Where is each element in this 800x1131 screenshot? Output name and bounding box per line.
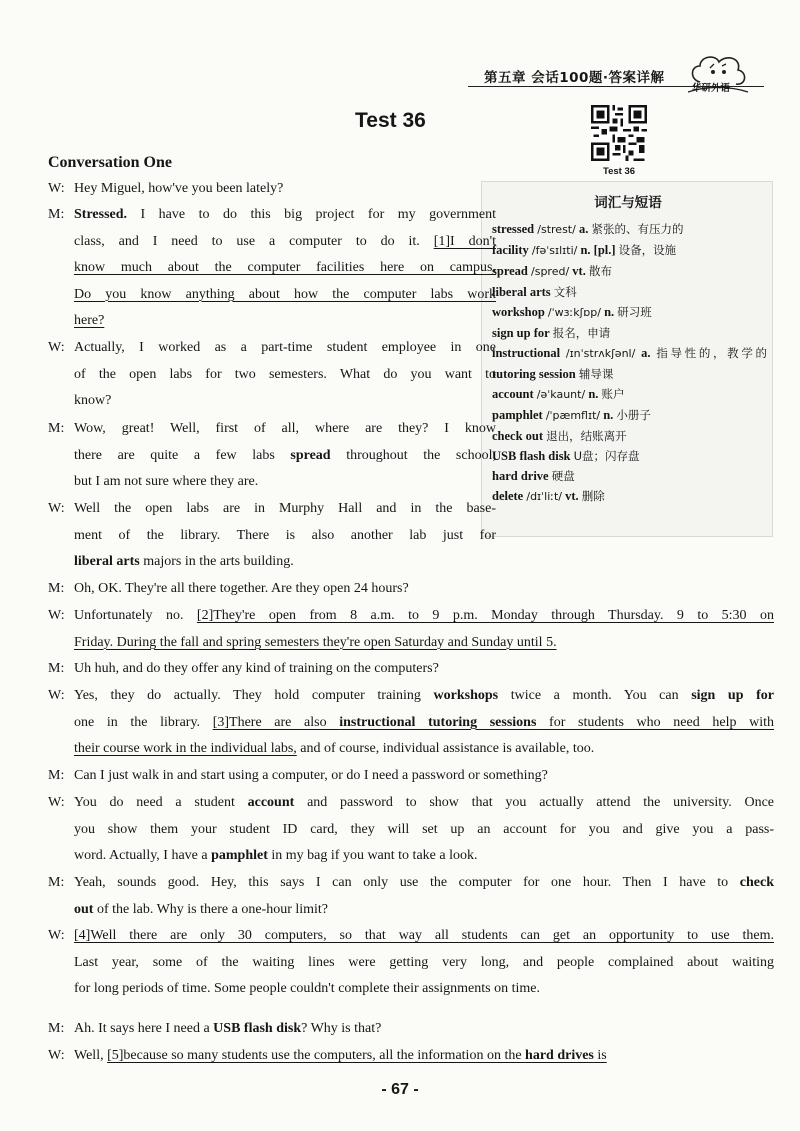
vocab-part-of-speech: vt. — [565, 489, 579, 503]
page-number: - 67 - — [381, 1081, 419, 1098]
dialogue-text: Can I just walk in and start using a computer, or do I need a password or something? — [74, 768, 548, 783]
dialogue-text: Unfortunately no. — [74, 608, 197, 623]
dialogue-text: You do need a student — [74, 795, 248, 810]
turn-text — [74, 496, 496, 576]
vocabulary-entry — [492, 282, 767, 302]
dialogue-text: know? — [74, 393, 112, 408]
speaker-label: W: — [48, 608, 65, 623]
vocab-meaning: 小册子 — [616, 408, 651, 422]
dialogue-text: Last year, some of the waiting lines were getting very long, and people complained about waiting — [74, 954, 774, 970]
speaker-label: W: — [48, 795, 65, 810]
vocab-meaning: 文科 — [553, 285, 577, 299]
vocab-meaning: 删除 — [581, 489, 605, 503]
bold-keyword: spread — [290, 447, 331, 463]
text-line — [74, 976, 774, 1003]
dialogue-text: of the open labs for two semesters. What do you want to — [74, 366, 496, 382]
underlined-answer-text: Friday. During the fall and spring semesters they're open Saturday and Sunday until 5. — [74, 634, 557, 650]
dialogue-text: ? Why is that? — [301, 1021, 382, 1036]
vocabulary-list — [492, 219, 767, 507]
vocabulary-entry — [492, 323, 767, 343]
qr-code-icon — [591, 105, 647, 161]
text-line — [74, 416, 496, 443]
text-line — [74, 870, 774, 897]
underlined-answer-text: [3]There are also — [212, 714, 340, 730]
vocabulary-entry — [492, 261, 767, 282]
vocab-part-of-speech: n. — [604, 305, 615, 319]
speaker-label: W: — [48, 340, 65, 355]
bold-keyword: Stressed. — [74, 207, 128, 222]
dialogue-text: Actually, I worked as a part-time student employee in one — [74, 340, 496, 355]
vocab-word: sign up for — [492, 326, 550, 340]
vocabulary-entry — [492, 486, 767, 507]
vocab-meaning: 研习班 — [617, 305, 652, 319]
text-line — [74, 255, 496, 282]
turn-text — [74, 335, 496, 415]
dialogue-turn — [48, 763, 774, 790]
text-line — [74, 710, 774, 737]
turn-text — [74, 656, 774, 683]
vocab-word: liberal arts — [492, 285, 551, 299]
turn-text — [74, 763, 774, 790]
publisher-logo-text: 华研外语 — [692, 83, 731, 94]
vocabulary-entry — [492, 364, 767, 384]
vocab-phonetic: /ɪnˈstrʌkʃənl/ — [565, 347, 636, 360]
underlined-answer-text: [1]I don't — [433, 233, 496, 249]
underlined-answer-text: instructional tutoring sessions — [339, 714, 537, 730]
dialogue-turn — [48, 176, 496, 203]
bold-keyword: liberal arts — [74, 554, 140, 569]
dialogue-text: ment of the library. There is also another lab just for — [74, 527, 496, 543]
vocab-meaning: U盘；闪存盘 — [573, 449, 640, 463]
vocab-word: instructional — [492, 346, 561, 360]
vocab-word: tutoring session — [492, 367, 576, 381]
vocab-phonetic: /dɪˈliːt/ — [526, 490, 562, 503]
speaker-label: W: — [48, 501, 65, 516]
dialogue-turn — [48, 416, 496, 496]
text-line — [74, 549, 496, 576]
speaker-label: M: — [48, 875, 65, 890]
bold-keyword: sign up for — [691, 688, 774, 703]
text-line — [74, 523, 496, 550]
vocab-meaning: 散布 — [588, 264, 612, 278]
vocabulary-entry — [492, 466, 767, 486]
vocab-word: workshop — [492, 305, 545, 319]
underlined-answer-text: for students who need help with — [536, 714, 775, 730]
turn-text — [74, 176, 496, 203]
dialogue-turn — [48, 656, 774, 683]
bold-keyword: USB flash disk — [213, 1021, 302, 1036]
dialogue-turn — [48, 870, 774, 923]
vocab-word: check out — [492, 429, 544, 443]
vocabulary-title: 词汇与短语 — [594, 195, 662, 211]
vocab-word: facility — [492, 243, 529, 257]
dialogue-text: Uh huh, and do they offer any kind of training on the computers? — [74, 661, 439, 676]
vocabulary-entry — [492, 240, 767, 261]
text-line — [74, 897, 774, 924]
speaker-label: W: — [48, 688, 65, 703]
vocab-part-of-speech: n. [pl.] — [580, 243, 616, 257]
vocab-meaning: 退出，结账离开 — [546, 429, 627, 443]
dialogue-turn — [48, 335, 496, 415]
text-line — [74, 843, 774, 870]
turn-text — [74, 923, 774, 1003]
underlined-answer-text: [5]because so many students use the computers, all the information on the — [107, 1048, 526, 1063]
dialogue-text: Yes, they do actually. They hold computer training — [74, 688, 434, 703]
vocab-meaning: 辅导课 — [578, 367, 614, 381]
dialogue-text: Wow, great! Well, first of all, where are they? I know — [74, 421, 496, 436]
dialogue-turn — [48, 496, 496, 576]
speaker-label: M: — [48, 768, 65, 783]
vocab-phonetic: /ˈwɜːkʃɒp/ — [547, 306, 601, 319]
text-line — [74, 736, 774, 763]
bold-keyword: workshops — [433, 688, 499, 703]
text-line — [74, 496, 496, 523]
vocab-part-of-speech: vt. — [572, 264, 586, 278]
text-line — [74, 683, 774, 710]
vocab-part-of-speech: n. — [603, 408, 614, 422]
qr-code-label: Test 36 — [603, 166, 636, 177]
dialogue-text: but I am not sure where they are. — [74, 474, 259, 489]
text-line — [74, 388, 496, 415]
vocab-part-of-speech: a. — [641, 346, 651, 360]
dialogue-text: in my bag if you want to take a look. — [267, 848, 478, 863]
vocab-meaning: 设备，设施 — [618, 243, 677, 257]
text-line — [74, 950, 774, 977]
dialogue-text: Hey Miguel, how've you been lately? — [74, 181, 284, 196]
underlined-answer-text: is — [593, 1048, 607, 1063]
text-line — [74, 603, 774, 630]
text-line — [74, 469, 496, 496]
vocab-word: spread — [492, 264, 528, 278]
dialogue-text: class, and I need to use a computer to do it. — [74, 233, 434, 249]
vocabulary-entry — [492, 405, 767, 426]
dialogue-text: Yeah, sounds good. Hey, this says I can only use the computer for one hour. Then I have to — [74, 875, 740, 890]
speaker-label: M: — [48, 1021, 65, 1036]
dialogue-text: Well, — [74, 1048, 108, 1063]
text-line — [74, 630, 774, 657]
text-line — [74, 335, 496, 362]
vocab-part-of-speech: a. — [578, 222, 589, 236]
text-line — [74, 763, 774, 790]
bold-keyword: pamphlet — [211, 848, 268, 863]
underlined-answer-text: [4]Well there are only 30 computers, so that way all students can get an opportunity to use them. — [74, 928, 774, 943]
vocab-word: USB flash disk — [492, 449, 571, 463]
vocab-meaning: 报名，申请 — [552, 326, 611, 340]
dialogue-turn — [48, 1043, 774, 1070]
speaker-label: M: — [48, 581, 65, 596]
vocab-meaning: 账户 — [601, 387, 625, 401]
text-line — [74, 362, 496, 389]
dialogue-text: one in the library. — [74, 714, 213, 730]
dialogue-turn — [48, 790, 774, 870]
text-line — [74, 923, 774, 950]
bold-keyword: out — [74, 901, 94, 917]
vocab-phonetic: /ˈpæmflɪt/ — [545, 409, 601, 422]
dialogue-turn — [48, 603, 774, 656]
dialogue-text: word. Actually, I have a — [74, 848, 212, 863]
speaker-label: M: — [48, 661, 65, 676]
vocabulary-entry — [492, 343, 767, 364]
dialogue-text: for long periods of time. Some people couldn't complete their assignments on time. — [74, 981, 540, 996]
text-line — [74, 576, 496, 603]
text-line — [74, 176, 496, 203]
dialogue-turn — [48, 683, 774, 763]
dialogue-text: I have to do this big project for my government — [127, 207, 496, 222]
turn-text — [74, 870, 774, 923]
vocab-phonetic: /əˈkaunt/ — [536, 388, 586, 401]
text-line — [74, 1016, 774, 1043]
bold-keyword: check — [739, 875, 774, 890]
dialogue-text: and password to show that you actually attend the university. Once — [294, 795, 774, 810]
bold-keyword: account — [247, 795, 295, 810]
vocabulary-entry — [492, 384, 767, 405]
vocab-word: hard drive — [492, 469, 549, 483]
turn-text — [74, 416, 496, 496]
turn-text — [74, 1016, 774, 1043]
vocab-meaning: 硬盘 — [551, 469, 575, 483]
section-title: Conversation One — [48, 154, 172, 171]
vocabulary-box — [481, 181, 773, 537]
vocab-word: stressed — [492, 222, 535, 236]
underlined-answer-text: hard drives — [525, 1048, 594, 1063]
test-title: Test 36 — [355, 109, 426, 132]
dialogue-text: of the lab. Why is there a one-hour limit? — [93, 901, 329, 917]
vocabulary-entry — [492, 446, 767, 466]
speaker-label: M: — [48, 207, 65, 222]
text-line — [74, 1043, 774, 1070]
dialogue-text: twice a month. You can — [498, 688, 692, 703]
text-line — [74, 656, 774, 683]
dialogue-text: majors in the arts building. — [139, 554, 294, 569]
dialogue-turn — [48, 202, 496, 335]
text-line — [74, 308, 496, 335]
underlined-answer-text: Do you know anything about how the computer labs work — [74, 286, 496, 302]
vocabulary-entry — [492, 426, 767, 446]
dialogue-turn — [48, 923, 774, 1003]
turn-text — [74, 790, 774, 870]
underlined-answer-text: know much about the computer facilities here on campus. — [74, 260, 496, 275]
text-line — [74, 443, 496, 470]
turn-text — [74, 683, 774, 763]
dialogue-text: there are quite a few labs — [74, 447, 291, 463]
vocab-phonetic: /fəˈsɪlɪti/ — [531, 244, 578, 257]
text-line — [74, 229, 496, 256]
dialogue-turn — [48, 1016, 774, 1043]
turn-text — [74, 603, 774, 656]
vocab-word: delete — [492, 489, 524, 503]
dialogue-text: Well the open labs are in Murphy Hall and in the base- — [74, 501, 496, 516]
dialogue-text: Ah. It says here I need a — [74, 1021, 214, 1036]
vocab-word: account — [492, 387, 534, 401]
turn-text — [74, 202, 496, 335]
vocab-part-of-speech: n. — [588, 387, 599, 401]
vocabulary-entry — [492, 219, 767, 240]
chapter-header-title: 第五章 会话100题·答案详解 — [484, 70, 665, 86]
dialogue-text: Oh, OK. They're all there together. Are they open 24 hours? — [74, 581, 409, 596]
text-line — [74, 282, 496, 309]
vocab-meaning: 紧张的、有压力的 — [591, 222, 684, 236]
vocab-phonetic: /spred/ — [531, 265, 570, 278]
turn-text — [74, 576, 496, 603]
turn-text — [74, 1043, 774, 1070]
speaker-label: W: — [48, 928, 65, 943]
speaker-label: M: — [48, 421, 65, 436]
dialogue-text: you show them your student ID card, they will set up an account for you and give you a pass- — [74, 821, 774, 837]
vocab-word: pamphlet — [492, 408, 543, 422]
underlined-answer-text: [2]They're open from 8 a.m. to 9 p.m. Monday through Thursday. 9 to 5:30 on — [196, 608, 774, 623]
underlined-answer-text: here? — [74, 313, 105, 328]
dialogue-text: and of course, individual assistance is available, too. — [296, 741, 595, 756]
text-line — [74, 817, 774, 844]
vocab-phonetic: /strest/ — [537, 223, 576, 236]
text-line — [74, 790, 774, 817]
text-line — [74, 202, 496, 229]
vocabulary-entry — [492, 302, 767, 323]
dialogue-turn — [48, 576, 496, 603]
underlined-answer-text: their course work in the individual labs, — [74, 741, 297, 756]
speaker-label: W: — [48, 1048, 65, 1063]
dialogue-text: throughout the school, — [330, 447, 496, 463]
vocab-meaning: 指导性的，教学的 — [656, 346, 768, 360]
speaker-label: W: — [48, 181, 65, 196]
